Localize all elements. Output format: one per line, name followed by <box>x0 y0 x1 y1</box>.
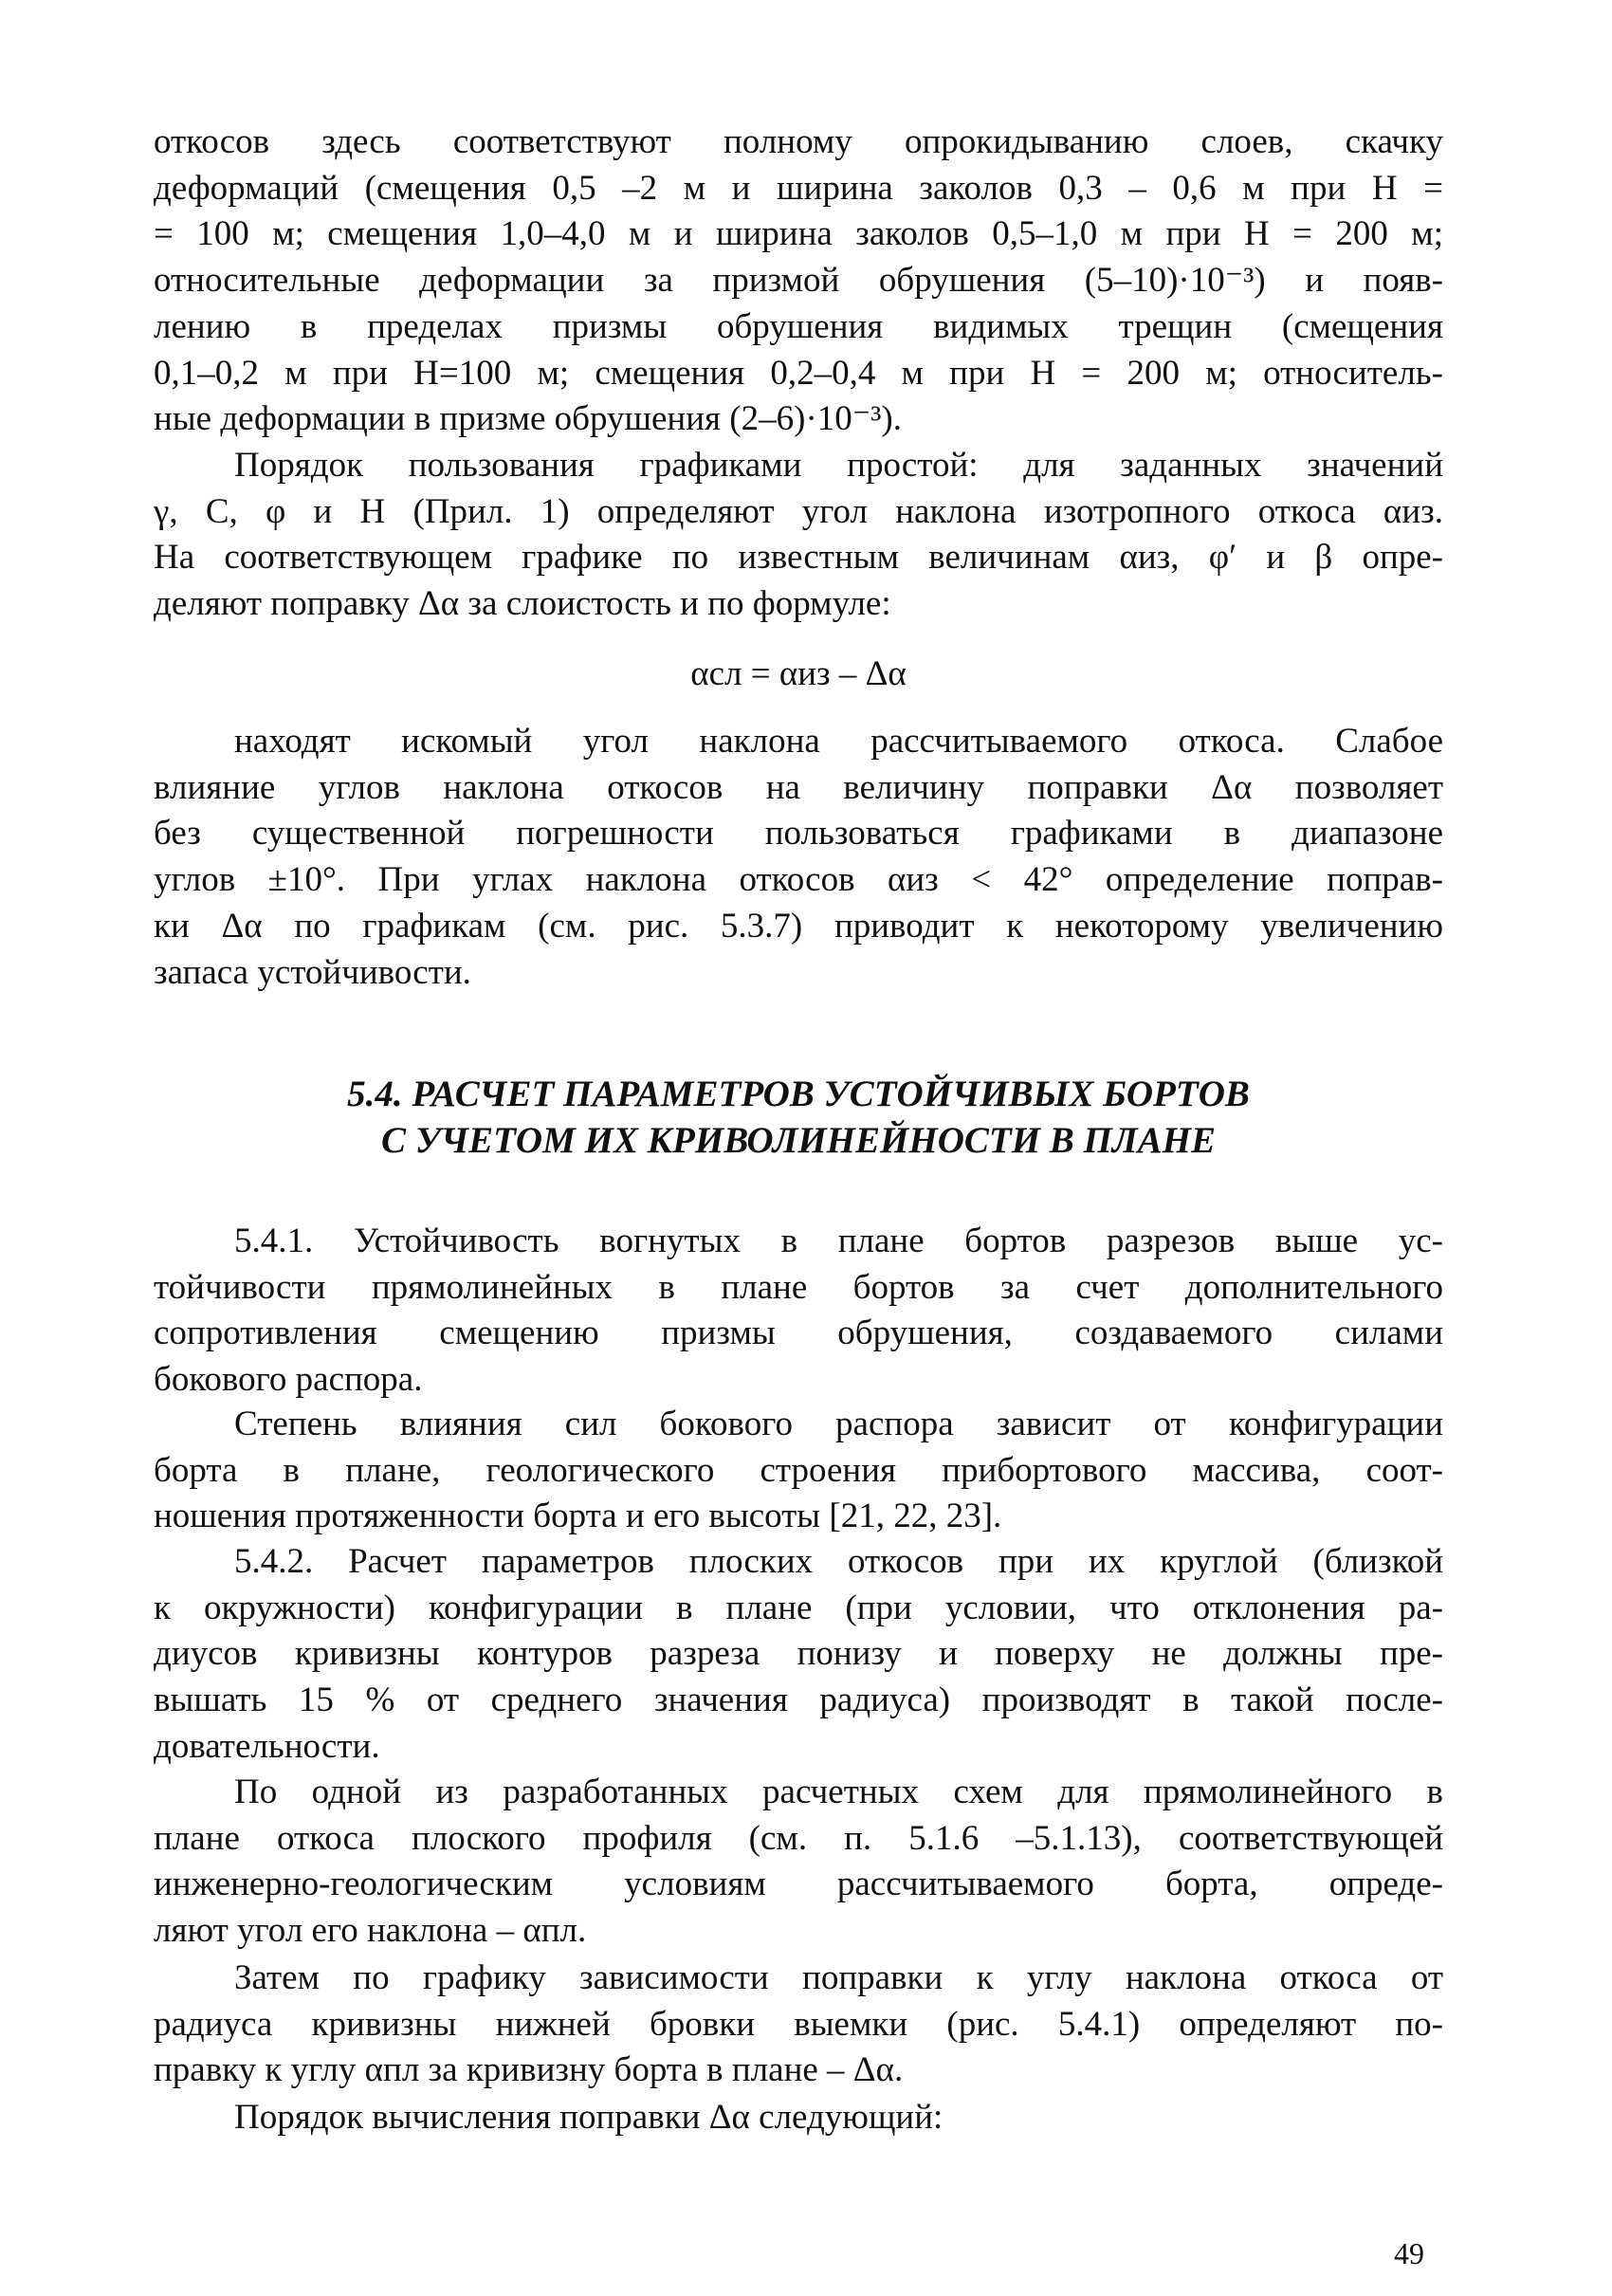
text-line: На соответствующем графике по известным величинам αиз, φ′ и β опре- <box>154 538 1443 578</box>
section-heading-line-2: С УЧЕТОМ ИХ КРИВОЛИНЕЙНОСТИ В ПЛАНЕ <box>381 1119 1216 1161</box>
text-line: плане откоса плоского профиля (см. п. 5.1.6 –5.1.13), соответствующей <box>154 1818 1443 1858</box>
text-line: По одной из разработанных расчетных схем для прямолинейного в <box>234 1773 1443 1811</box>
text-line: к окружности) конфигурации в плане (при условии, что отклонения ра- <box>154 1588 1443 1627</box>
text-line: запаса устойчивости. <box>154 952 471 992</box>
section-heading-line-1: 5.4. РАСЧЕТ ПАРАМЕТРОВ УСТОЙЧИВЫХ БОРТОВ <box>347 1074 1250 1114</box>
text-line: Порядок пользования графиками простой: для заданных значений <box>234 446 1443 485</box>
text-line: лению в пределах призмы обрушения видимых трещин (смещения <box>154 306 1443 346</box>
text-line: γ, C, φ и H (Прил. 1) определяют угол наклона изотропного откоса αиз. <box>154 491 1443 531</box>
text-line: тойчивости прямолинейных в плане бортов за счет дополнительного <box>154 1267 1443 1307</box>
text-line: = 100 м; смещения 1,0–4,0 м и ширина заколов 0,5–1,0 м при H = 200 м; <box>154 214 1443 254</box>
text-line: деформаций (смещения 0,5 –2 м и ширина заколов 0,3 – 0,6 м при H = <box>154 168 1443 208</box>
text-line: довательности. <box>154 1726 380 1766</box>
text-line: вышать 15 % от среднего значения радиуса) производят в такой после- <box>154 1681 1443 1720</box>
text-line: 5.4.1. Устойчивость вогнутых в плане бортов разрезов выше ус- <box>234 1221 1443 1260</box>
paragraph-correction-graph <box>154 1956 1443 2094</box>
text-line: диусов кривизны контуров разреза понизу и поверху не должны пре- <box>154 1634 1443 1674</box>
paragraph-design-scheme <box>154 1770 1443 1955</box>
text-line: ные деформации в призме обрушения (2–6)·10⁻³). <box>154 399 902 439</box>
text-line: инженерно-геологическим условиям рассчитываемого борта, опреде- <box>154 1864 1443 1904</box>
paragraph-deformations <box>154 119 1443 443</box>
text-line: правку к углу αпл за кривизну борта в плане – Δα. <box>154 2050 904 2090</box>
paragraph-procedure <box>154 2095 1443 2141</box>
text-line: 5.4.2. Расчет параметров плоских откосов при их круглой (близкой <box>234 1542 1443 1581</box>
text-line: ляют угол его наклона – αпл. <box>154 1911 587 1951</box>
text-line: влияние углов наклона откосов на величину поправки Δα позволяет <box>154 767 1443 807</box>
text-line: углов ±10°. При углах наклона откосов αиз < 42° определение поправ- <box>154 860 1443 900</box>
text-line: без существенной погрешности пользоваться графиками в диапазоне <box>154 814 1443 854</box>
page-number: 49 <box>1394 2236 1424 2270</box>
text-line: ношения протяженности борта и его высоты [21, 22, 23]. <box>154 1497 1002 1536</box>
text-line: сопротивления смещению призмы обрушения, создаваемого силами <box>154 1313 1443 1353</box>
text-line: относительные деформации за призмой обрушения (5–10)·10⁻³) и появ- <box>154 261 1443 301</box>
text-line: Порядок вычисления поправки Δα следующий: <box>234 2098 943 2137</box>
text-line: ки Δα по графикам (см. рис. 5.3.7) приводит к некоторому увеличению <box>154 906 1443 946</box>
text-line: Степень влияния сил бокового распора зависит от конфигурации <box>234 1405 1443 1443</box>
paragraph-5-4-2 <box>154 1539 1443 1771</box>
text-line: борта в плане, геологического строения прибортового массива, соот- <box>154 1450 1443 1490</box>
paragraph-5-4-1 <box>154 1219 1443 1404</box>
text-line: находят искомый угол наклона рассчитываемого откоса. Слабое <box>234 722 1443 761</box>
section-heading <box>154 1072 1443 1164</box>
paragraph-side-thrust <box>154 1402 1443 1540</box>
text-line: радиуса кривизны нижней бровки выемки (рис. 5.4.1) определяют по- <box>154 2004 1443 2044</box>
text-line: откосов здесь соответствуют полному опрокидыванию слоев, скачку <box>154 122 1443 161</box>
paragraph-result <box>154 719 1443 996</box>
text-line: деляют поправку Δα за слоистость и по формуле: <box>154 584 891 624</box>
text-line: 0,1–0,2 м при H=100 м; смещения 0,2–0,4 м при H = 200 м; относитель- <box>154 353 1443 393</box>
paragraph-graph-usage <box>154 443 1443 628</box>
formula: αсл = αиз – Δα <box>690 654 907 693</box>
text-line: Затем по графику зависимости поправки к углу наклона откоса от <box>234 1958 1443 1997</box>
text-line: бокового распора. <box>154 1360 423 1400</box>
